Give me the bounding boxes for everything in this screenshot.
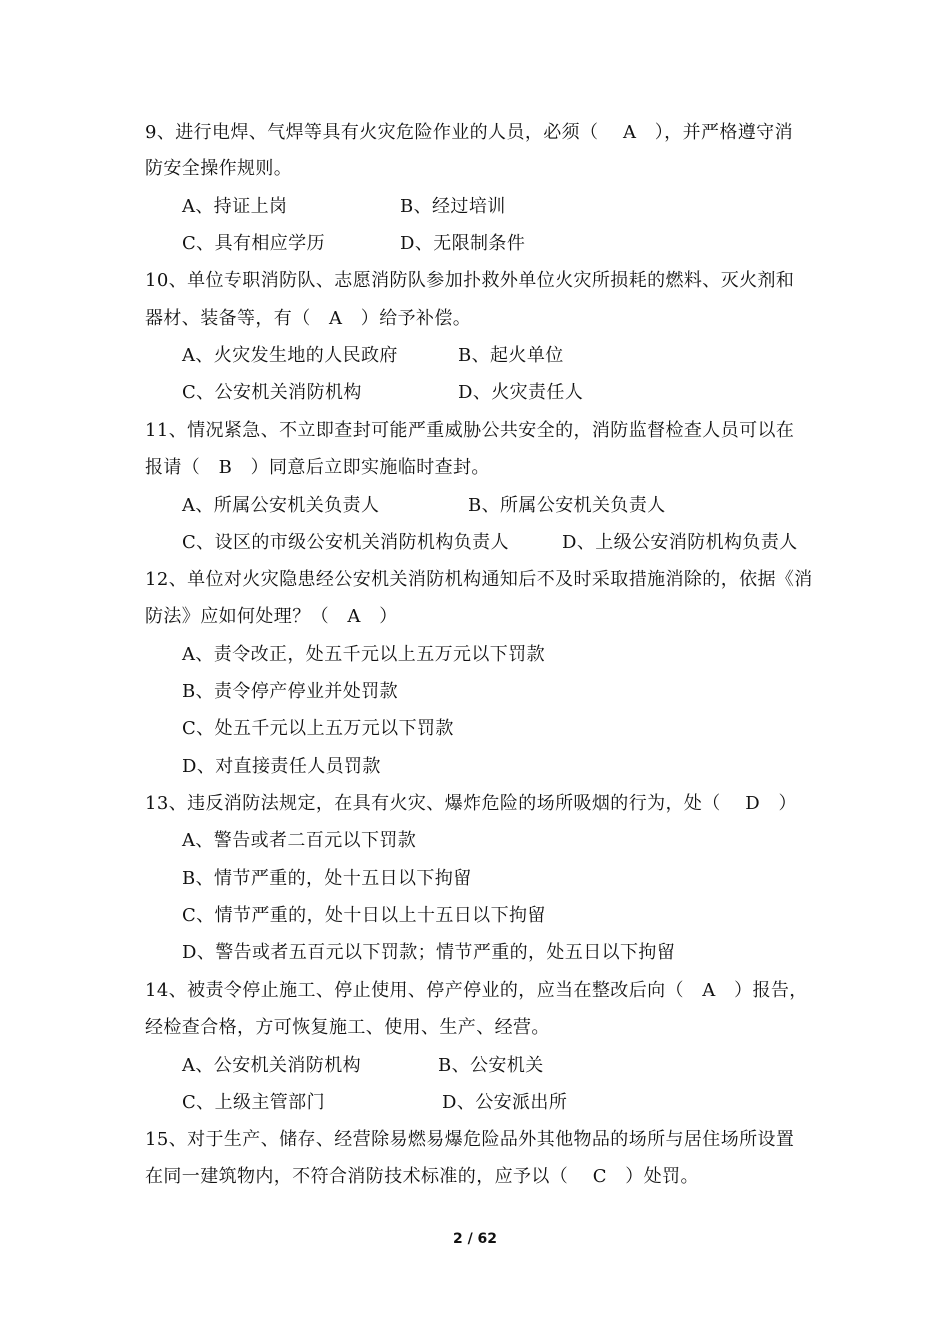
question-11-stem-line-1: 11、情况紧急、不立即查封可能严重威胁公共安全的，消防监督检查人员可以在 <box>145 420 795 441</box>
question-10-option-b: B、起火单位 <box>458 345 564 366</box>
question-15-stem-line-2: 在同一建筑物内，不符合消防技术标准的，应予以（ C ）处罚。 <box>145 1166 699 1187</box>
question-12-stem-line-1: 12、单位对火灾隐患经公安机关消防机构通知后不及时采取措施消除的，依据《消 <box>145 569 813 590</box>
question-14-option-a: A、公安机关消防机构 <box>182 1055 361 1076</box>
question-12-option-d: D、对直接责任人员罚款 <box>182 756 381 777</box>
question-9-option-d: D、无限制条件 <box>400 233 526 254</box>
question-10-option-c: C、公安机关消防机构 <box>182 382 362 403</box>
question-9-option-b: B、经过培训 <box>400 196 506 217</box>
question-9-option-a: A、持证上岗 <box>182 196 288 217</box>
question-14-stem-line-1: 14、被责令停止施工、停止使用、停产停业的，应当在整改后向（ A ）报告， <box>145 980 808 1001</box>
question-15-stem-line-1: 15、对于生产、储存、经营除易燃易爆危险品外其他物品的场所与居住场所设置 <box>145 1129 795 1150</box>
question-10-stem-line-2: 器材、装备等，有（ A ）给予补偿。 <box>145 308 472 329</box>
question-10-stem-line-1: 10、单位专职消防队、志愿消防队参加扑救外单位火灾所损耗的燃料、灭火剂和 <box>145 270 795 291</box>
question-10-option-a: A、火灾发生地的人民政府 <box>182 345 398 366</box>
question-11-option-c: C、设区的市级公安机关消防机构负责人 <box>182 532 509 553</box>
question-9-option-c: C、具有相应学历 <box>182 233 325 254</box>
question-14-option-c: C、上级主管部门 <box>182 1092 325 1113</box>
question-13-option-d: D、警告或者五百元以下罚款；情节严重的，处五日以下拘留 <box>182 942 676 963</box>
question-11-option-b: B、所属公安机关负责人 <box>468 495 666 516</box>
question-12-option-c: C、处五千元以上五万元以下罚款 <box>182 718 454 739</box>
question-9-stem-line-1: 9、进行电焊、气焊等具有火灾危险作业的人员，必须（ A ），并严格遵守消 <box>145 122 793 143</box>
question-11-option-a: A、所属公安机关负责人 <box>182 495 380 516</box>
question-14-option-d: D、公安派出所 <box>442 1092 568 1113</box>
page-number: 2 / 62 <box>452 1231 498 1247</box>
question-13-option-a: A、警告或者二百元以下罚款 <box>182 830 417 851</box>
question-14-stem-line-2: 经检查合格，方可恢复施工、使用、生产、经营。 <box>145 1017 550 1038</box>
question-12-option-a: A、责令改正，处五千元以上五万元以下罚款 <box>182 644 545 665</box>
question-13-option-c: C、情节严重的，处十日以上十五日以下拘留 <box>182 905 546 926</box>
question-13-stem-line-1: 13、违反消防法规定，在具有火灾、爆炸危险的场所吸烟的行为，处（ D ） <box>145 793 797 814</box>
question-13-option-b: B、情节严重的，处十五日以下拘留 <box>182 868 472 889</box>
question-11-stem-line-2: 报请（ B ）同意后立即实施临时查封。 <box>145 457 490 478</box>
question-12-stem-line-2: 防法》应如何处理？（ A ） <box>145 606 398 627</box>
question-14-option-b: B、公安机关 <box>438 1055 544 1076</box>
question-11-option-d: D、上级公安消防机构负责人 <box>562 532 798 553</box>
question-10-option-d: D、火灾责任人 <box>458 382 584 403</box>
question-12-option-b: B、责令停产停业并处罚款 <box>182 681 399 702</box>
question-9-stem-line-2: 防安全操作规则。 <box>145 158 293 179</box>
